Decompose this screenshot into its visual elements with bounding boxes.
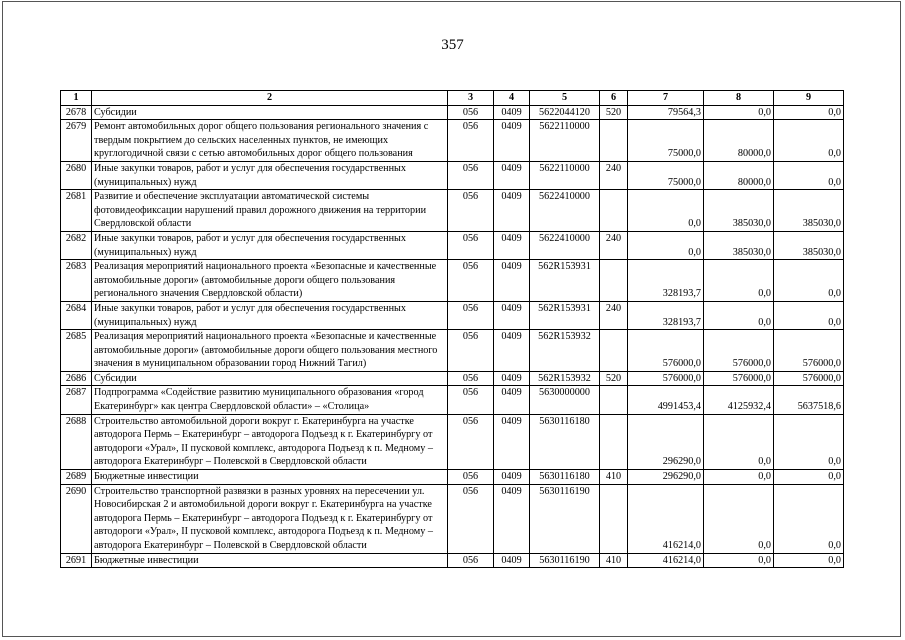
row-number-cell: 2688 — [61, 414, 92, 469]
table-row — [61, 386, 844, 414]
table-row — [61, 553, 844, 568]
table-row — [61, 414, 844, 469]
row-number-cell: 2685 — [61, 330, 92, 372]
header-cell: 2 — [92, 91, 448, 106]
amount-year3-cell: 0,0 — [774, 553, 844, 568]
table-row — [61, 470, 844, 485]
ministry-code-cell: 056 — [448, 553, 494, 568]
target-article-cell: 5622044120 — [530, 105, 600, 120]
row-number-cell: 2682 — [61, 231, 92, 259]
amount-year2-cell: 0,0 — [704, 301, 774, 329]
expense-type-cell: 520 — [600, 371, 628, 386]
table-row — [61, 301, 844, 329]
header-cell: 4 — [494, 91, 530, 106]
target-article-cell: 5630116190 — [530, 553, 600, 568]
amount-year1-cell: 296290,0 — [628, 414, 704, 469]
amount-year3-cell: 0,0 — [774, 105, 844, 120]
expense-type-cell — [600, 330, 628, 372]
expense-type-cell — [600, 190, 628, 232]
target-article-cell: 5622410000 — [530, 231, 600, 259]
header-cell: 8 — [704, 91, 774, 106]
target-article-cell: 5622110000 — [530, 120, 600, 162]
amount-year2-cell: 4125932,4 — [704, 386, 774, 414]
table-row — [61, 190, 844, 232]
header-cell: 3 — [448, 91, 494, 106]
ministry-code-cell: 056 — [448, 231, 494, 259]
section-code-cell: 0409 — [494, 231, 530, 259]
table-row — [61, 371, 844, 386]
item-name-cell: Иные закупки товаров, работ и услуг для обеспечения государственных (муниципальных) нужд — [92, 161, 448, 189]
amount-year3-cell: 385030,0 — [774, 231, 844, 259]
header-row — [61, 91, 844, 106]
amount-year1-cell: 328193,7 — [628, 260, 704, 302]
row-number-cell: 2680 — [61, 161, 92, 189]
amount-year1-cell: 75000,0 — [628, 120, 704, 162]
section-code-cell: 0409 — [494, 190, 530, 232]
target-article-cell: 5630116180 — [530, 470, 600, 485]
ministry-code-cell: 056 — [448, 260, 494, 302]
target-article-cell: 562R153932 — [530, 371, 600, 386]
amount-year1-cell: 0,0 — [628, 231, 704, 259]
row-number-cell: 2687 — [61, 386, 92, 414]
amount-year2-cell: 576000,0 — [704, 330, 774, 372]
target-article-cell: 562R153931 — [530, 301, 600, 329]
amount-year2-cell: 80000,0 — [704, 120, 774, 162]
amount-year2-cell: 0,0 — [704, 414, 774, 469]
item-name-cell: Бюджетные инвестиции — [92, 470, 448, 485]
expense-type-cell: 240 — [600, 301, 628, 329]
expense-type-cell: 410 — [600, 553, 628, 568]
row-number-cell: 2691 — [61, 553, 92, 568]
amount-year1-cell: 296290,0 — [628, 470, 704, 485]
row-number-cell: 2681 — [61, 190, 92, 232]
section-code-cell: 0409 — [494, 330, 530, 372]
table-row — [61, 120, 844, 162]
ministry-code-cell: 056 — [448, 190, 494, 232]
item-name-cell: Строительство транспортной развязки в разных уровнях на пересечении ул. Новосибирская 2 и автомобильной дороги вокруг г. Екатеринбурга на участке автодорога Пермь – Екатеринбург – автодорога Подъезд к г. Екатеринбургу от автодороги «Урал», II пусковой комплекс, автодорога Подъезд к п. Медному – автодорога Екатеринбург – Полевской в Свердловской области — [92, 484, 448, 553]
amount-year3-cell: 576000,0 — [774, 330, 844, 372]
ministry-code-cell: 056 — [448, 105, 494, 120]
ministry-code-cell: 056 — [448, 386, 494, 414]
table-row — [61, 330, 844, 372]
item-name-cell: Реализация мероприятий национального проекта «Безопасные и качественные автомобильные дороги» (автомобильные дороги общего пользования регионального значения Свердловской области) — [92, 260, 448, 302]
amount-year2-cell: 80000,0 — [704, 161, 774, 189]
item-name-cell: Ремонт автомобильных дорог общего пользования регионального значения с твердым покрытием до сельских населенных пунктов, не имеющих круглогодичной связи с сетью автомобильных дорог общего пользования — [92, 120, 448, 162]
item-name-cell: Реализация мероприятий национального проекта «Безопасные и качественные автомобильные дороги» (автомобильные дороги общего пользования местного значения в муниципальном образовании город Нижний Тагил) — [92, 330, 448, 372]
row-number-cell: 2686 — [61, 371, 92, 386]
amount-year2-cell: 0,0 — [704, 484, 774, 553]
section-code-cell: 0409 — [494, 371, 530, 386]
table-row — [61, 260, 844, 302]
amount-year1-cell: 328193,7 — [628, 301, 704, 329]
table-row — [61, 231, 844, 259]
section-code-cell: 0409 — [494, 470, 530, 485]
expense-type-cell: 520 — [600, 105, 628, 120]
amount-year3-cell: 576000,0 — [774, 371, 844, 386]
section-code-cell: 0409 — [494, 260, 530, 302]
amount-year2-cell: 0,0 — [704, 553, 774, 568]
table-body — [61, 105, 844, 568]
section-code-cell: 0409 — [494, 386, 530, 414]
expense-type-cell — [600, 120, 628, 162]
target-article-cell: 5630000000 — [530, 386, 600, 414]
expense-type-cell — [600, 414, 628, 469]
amount-year3-cell: 0,0 — [774, 484, 844, 553]
amount-year2-cell: 385030,0 — [704, 231, 774, 259]
section-code-cell: 0409 — [494, 105, 530, 120]
header-cell: 9 — [774, 91, 844, 106]
target-article-cell: 5630116190 — [530, 484, 600, 553]
row-number-cell: 2690 — [61, 484, 92, 553]
page-number: 357 — [441, 37, 464, 53]
amount-year1-cell: 0,0 — [628, 190, 704, 232]
section-code-cell: 0409 — [494, 484, 530, 553]
amount-year3-cell: 0,0 — [774, 301, 844, 329]
amount-year2-cell: 0,0 — [704, 260, 774, 302]
ministry-code-cell: 056 — [448, 161, 494, 189]
amount-year1-cell: 416214,0 — [628, 484, 704, 553]
item-name-cell: Субсидии — [92, 371, 448, 386]
item-name-cell: Иные закупки товаров, работ и услуг для обеспечения государственных (муниципальных) нужд — [92, 301, 448, 329]
item-name-cell: Развитие и обеспечение эксплуатации автоматической системы фотовидеофиксации нарушений правил дорожного движения на территории Свердловской области — [92, 190, 448, 232]
header-cell: 7 — [628, 91, 704, 106]
item-name-cell: Строительство автомобильной дороги вокруг г. Екатеринбурга на участке автодорога Пермь – Екатеринбург – автодорога Подъезд к г. Екатеринбургу от автодороги «Урал», II пусковой комплекс, автодорога Подъезд к п. Медному – автодорога Екатеринбург – Полевской в Свердловской области — [92, 414, 448, 469]
section-code-cell: 0409 — [494, 161, 530, 189]
target-article-cell: 562R153931 — [530, 260, 600, 302]
amount-year1-cell: 576000,0 — [628, 330, 704, 372]
table-row — [61, 105, 844, 120]
ministry-code-cell: 056 — [448, 371, 494, 386]
expense-type-cell — [600, 260, 628, 302]
amount-year3-cell: 0,0 — [774, 470, 844, 485]
header-cell: 5 — [530, 91, 600, 106]
ministry-code-cell: 056 — [448, 414, 494, 469]
ministry-code-cell: 056 — [448, 330, 494, 372]
section-code-cell: 0409 — [494, 553, 530, 568]
row-number-cell: 2689 — [61, 470, 92, 485]
amount-year3-cell: 0,0 — [774, 161, 844, 189]
expense-type-cell: 240 — [600, 161, 628, 189]
target-article-cell: 5630116180 — [530, 414, 600, 469]
row-number-cell: 2678 — [61, 105, 92, 120]
amount-year3-cell: 0,0 — [774, 120, 844, 162]
row-number-cell: 2683 — [61, 260, 92, 302]
expense-type-cell — [600, 386, 628, 414]
budget-table — [60, 90, 844, 568]
item-name-cell: Подпрограмма «Содействие развитию муниципального образования «город Екатеринбург» как центра Свердловской области» – «Столица» — [92, 386, 448, 414]
section-code-cell: 0409 — [494, 301, 530, 329]
expense-type-cell: 410 — [600, 470, 628, 485]
ministry-code-cell: 056 — [448, 120, 494, 162]
ministry-code-cell: 056 — [448, 470, 494, 485]
amount-year3-cell: 385030,0 — [774, 190, 844, 232]
amount-year3-cell: 0,0 — [774, 414, 844, 469]
item-name-cell: Бюджетные инвестиции — [92, 553, 448, 568]
row-number-cell: 2684 — [61, 301, 92, 329]
amount-year1-cell: 576000,0 — [628, 371, 704, 386]
item-name-cell: Иные закупки товаров, работ и услуг для обеспечения государственных (муниципальных) нужд — [92, 231, 448, 259]
amount-year1-cell: 79564,3 — [628, 105, 704, 120]
amount-year2-cell: 576000,0 — [704, 371, 774, 386]
table-row — [61, 484, 844, 553]
header-cell: 6 — [600, 91, 628, 106]
section-code-cell: 0409 — [494, 414, 530, 469]
target-article-cell: 562R153932 — [530, 330, 600, 372]
amount-year2-cell: 0,0 — [704, 470, 774, 485]
target-article-cell: 5622110000 — [530, 161, 600, 189]
ministry-code-cell: 056 — [448, 484, 494, 553]
table-row — [61, 161, 844, 189]
amount-year3-cell: 5637518,6 — [774, 386, 844, 414]
amount-year2-cell: 385030,0 — [704, 190, 774, 232]
expense-type-cell — [600, 484, 628, 553]
amount-year1-cell: 75000,0 — [628, 161, 704, 189]
amount-year3-cell: 0,0 — [774, 260, 844, 302]
expense-type-cell: 240 — [600, 231, 628, 259]
amount-year1-cell: 416214,0 — [628, 553, 704, 568]
header-cell: 1 — [61, 91, 92, 106]
row-number-cell: 2679 — [61, 120, 92, 162]
target-article-cell: 5622410000 — [530, 190, 600, 232]
amount-year2-cell: 0,0 — [704, 105, 774, 120]
item-name-cell: Субсидии — [92, 105, 448, 120]
section-code-cell: 0409 — [494, 120, 530, 162]
amount-year1-cell: 4991453,4 — [628, 386, 704, 414]
ministry-code-cell: 056 — [448, 301, 494, 329]
